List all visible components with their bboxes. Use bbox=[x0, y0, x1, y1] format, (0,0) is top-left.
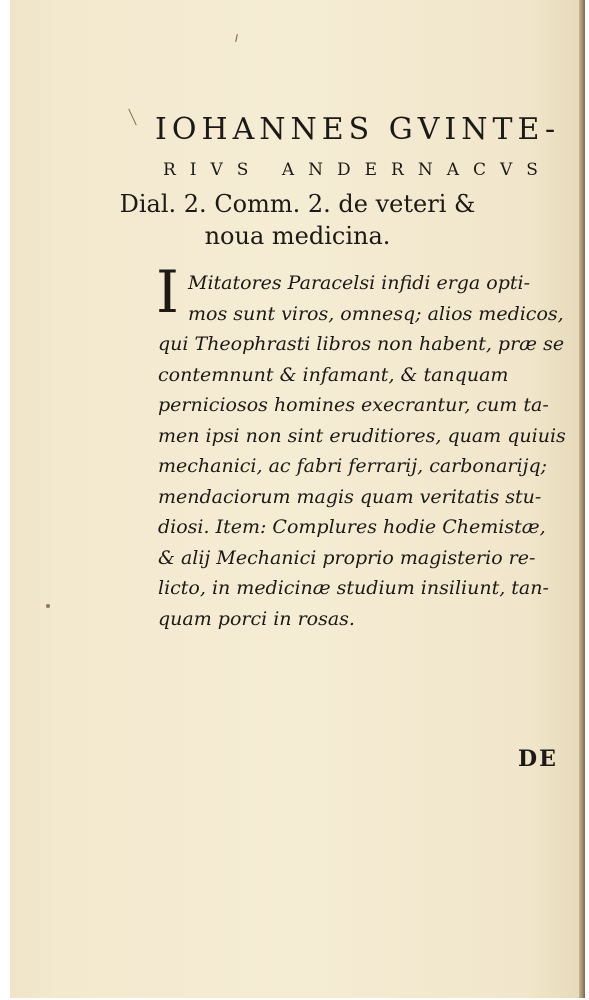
header-author-line-1: IOHANNES GVINTE- bbox=[155, 112, 561, 147]
page-edge bbox=[579, 0, 585, 998]
text-line: perniciosos homines execrantur, cum ta- bbox=[158, 394, 549, 416]
text-line: diosi. Item: Complures hodie Chemistæ, bbox=[158, 516, 546, 538]
text-line: mos sunt viros, omnesq; alios medicos, bbox=[188, 302, 564, 325]
text-line: quam porci in rosas. bbox=[158, 607, 355, 630]
text-line: Mitatores Paracelsi infidi erga opti- bbox=[188, 272, 531, 294]
text-line: licto, in medicinæ studium insiliunt, tan- bbox=[158, 577, 549, 599]
ink-mark bbox=[235, 34, 238, 42]
ink-mark bbox=[128, 109, 137, 126]
catchword: DE bbox=[518, 746, 558, 772]
text-line: qui Theophrasti libros non habent, præ se bbox=[158, 333, 565, 355]
text-line: mechanici, ac fabri ferrarij, carbonarijq; bbox=[158, 455, 548, 477]
body-text bbox=[158, 268, 578, 634]
text-line: men ipsi non sint eruditiores, quam quiuis bbox=[158, 424, 566, 447]
text-line: mendaciorum magis quam veritatis stu- bbox=[158, 485, 542, 508]
book-page bbox=[10, 0, 585, 998]
header-subject: noua medicina. bbox=[204, 222, 391, 250]
text-line: contemnunt & infamant, & tanquam bbox=[158, 363, 509, 386]
paper-spot bbox=[46, 604, 50, 608]
drop-cap: I bbox=[156, 258, 179, 326]
header-author-line-2: RIVS ANDERNACVS bbox=[163, 160, 552, 180]
text-line: & alij Mechanici proprio magisterio re- bbox=[158, 546, 536, 569]
header-reference: Dial. 2. Comm. 2. de veteri & bbox=[119, 190, 476, 218]
